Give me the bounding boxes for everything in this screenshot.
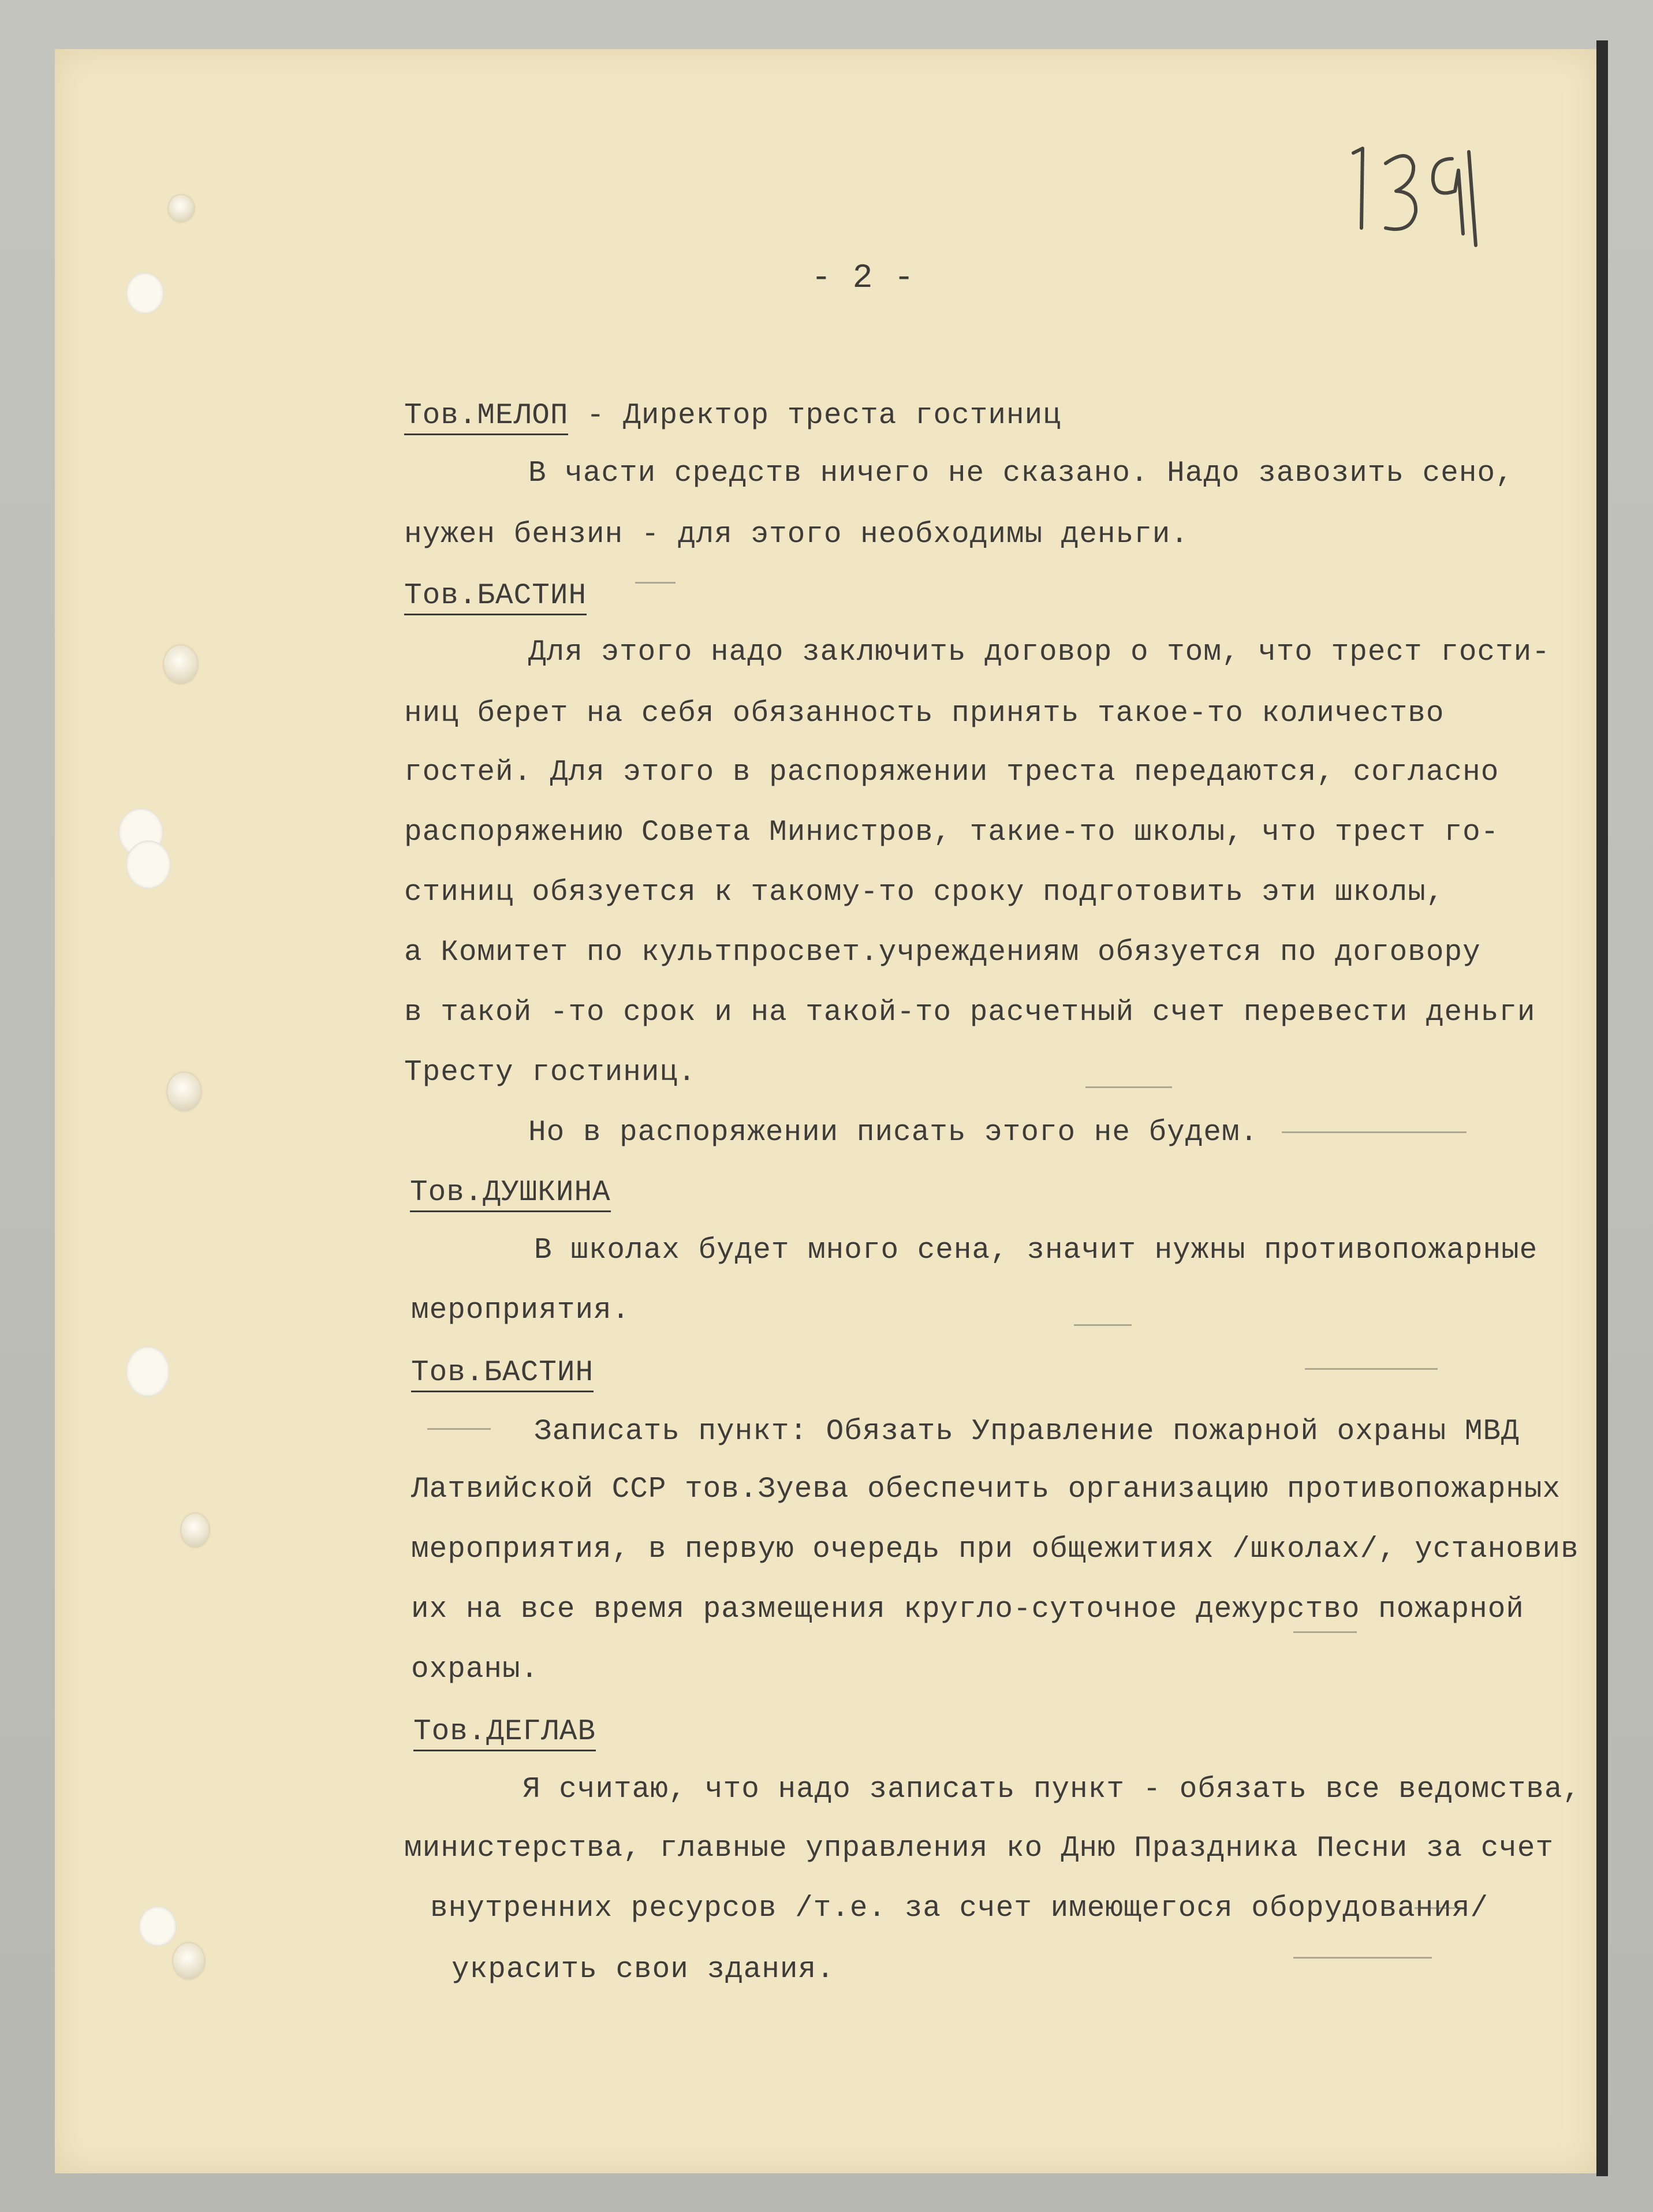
paragraph-line: нужен бензин - для этого необходимы деньги.: [404, 518, 1189, 551]
paragraph-line: министерства, главные управления ко Дню Праздника Песни за счет: [404, 1832, 1554, 1865]
paragraph-line: распоряжению Совета Министров, такие-то школы, что трест го-: [404, 816, 1499, 849]
speaker-line: [404, 399, 1061, 432]
speaker-name: Тов.БАСТИН: [411, 1357, 594, 1392]
speaker-name: Тов.ДЕГЛАВ: [413, 1716, 596, 1751]
carbon-offset-mark: [1293, 1631, 1357, 1633]
paragraph-line: Записать пункт: Обязать Управление пожарной охраны МВД: [534, 1415, 1520, 1448]
paragraph-line: В школах будет много сена, значит нужны противопожарные: [534, 1234, 1538, 1267]
carbon-offset-mark: [1293, 1957, 1432, 1959]
paragraph-line: а Комитет по культпросвет.учреждениям обязуется по договору: [404, 936, 1481, 969]
paragraph-line: украсить свои здания.: [452, 1953, 835, 1986]
paragraph-line: гостей. Для этого в распоряжении треста передаются, согласно: [404, 756, 1499, 789]
carbon-offset-mark: [1305, 1368, 1438, 1370]
paragraph-line: мероприятия, в первую очередь при общежитиях /школах/, установив: [411, 1533, 1579, 1566]
paragraph-line: внутренних ресурсов /т.е. за счет имеющегося оборудования/: [430, 1892, 1489, 1925]
page-number: - 2 -: [811, 260, 915, 297]
paragraph-line: В части средств ничего не сказано. Надо завозить сено,: [528, 457, 1514, 490]
carbon-offset-mark: [635, 582, 676, 584]
speaker-name: Тов.ДУШКИНА: [410, 1176, 611, 1212]
paragraph-line: стиниц обязуется к такому-то сроку подготовить эти школы,: [404, 876, 1445, 909]
carbon-offset-mark: [1085, 1086, 1172, 1088]
speaker-line: [413, 1716, 596, 1748]
paragraph-line: их на все время размещения кругло-суточное дежурство пожарной: [411, 1593, 1524, 1626]
carbon-offset-mark: [1074, 1324, 1132, 1326]
paragraph-line: охраны.: [411, 1653, 539, 1686]
speaker-line: [404, 580, 587, 612]
paragraph-line: Я считаю, что надо записать пункт - обязать все ведомства,: [523, 1773, 1581, 1806]
paragraph-line: Латвийской ССР тов.Зуева обеспечить организацию противопожарных: [411, 1473, 1561, 1506]
speaker-line: [410, 1176, 611, 1209]
speaker-name: Тов.МЕЛОП: [404, 399, 568, 435]
speaker-line: [411, 1357, 594, 1389]
speaker-title: - Директор треста гостиниц: [568, 399, 1061, 432]
carbon-offset-mark: [1415, 1907, 1455, 1909]
speaker-name: Тов.БАСТИН: [404, 580, 587, 615]
carbon-offset-mark: [427, 1428, 491, 1430]
paragraph-line: Для этого надо заключить договор о том, что трест гости-: [528, 636, 1550, 669]
paragraph-line: Тресту гостиниц.: [404, 1056, 696, 1089]
paragraph-line: мероприятия.: [411, 1294, 630, 1327]
paragraph-line: ниц берет на себя обязанность принять такое-то количество: [404, 697, 1445, 730]
paragraph-line: в такой -то срок и на такой-то расчетный счет перевести деньги: [404, 996, 1536, 1029]
paragraph-line: Но в распоряжении писать этого не будем.: [528, 1116, 1259, 1149]
carbon-offset-mark: [1282, 1131, 1467, 1133]
